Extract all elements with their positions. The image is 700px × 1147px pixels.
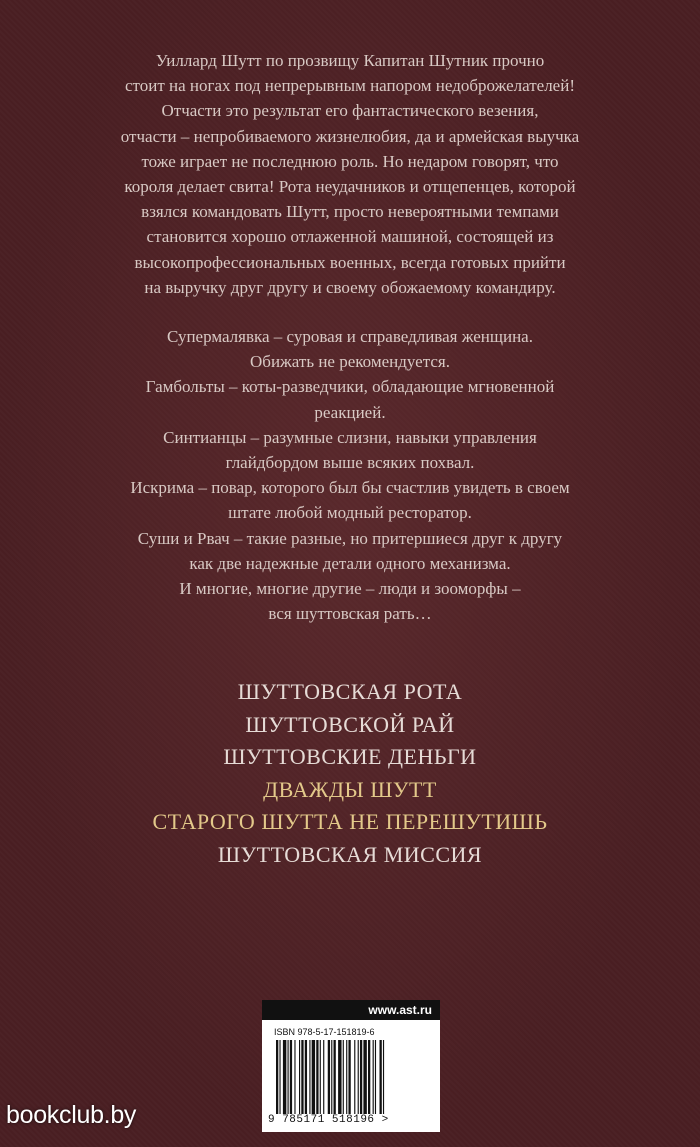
blurb-line: высокопрофессиональных военных, всегда готовых прийти [134, 252, 566, 272]
barcode-bar [309, 1040, 310, 1114]
barcode-bar [283, 1040, 286, 1114]
barcode-bar [312, 1040, 315, 1114]
series-title-list [0, 676, 700, 871]
blurb-line: на выручку друг другу и своему обожаемому командиру. [144, 277, 556, 297]
series-title: ШУТТОВСКАЯ РОТА [237, 679, 463, 704]
character-line: как две надежные детали одного механизма. [189, 553, 511, 573]
blurb-line: Отчасти это результат его фантастического везения, [161, 101, 539, 121]
blurb-line: короля делает свита! Рота неудачников и отщепенцев, которой [124, 177, 576, 197]
barcode-bar [331, 1040, 332, 1114]
barcode-bar [288, 1040, 289, 1114]
character-line: Гамбольты – коты-разведчики, обладающие мгновенной [145, 377, 555, 397]
barcode-bar [334, 1040, 336, 1114]
barcode-bar [383, 1040, 384, 1114]
blurb-paragraph [80, 48, 620, 300]
blurb-line: взялся командовать Шутт, просто невероятными темпами [141, 202, 559, 222]
blurb-line: Уиллард Шутт по прозвищу Капитан Шутник прочно [155, 51, 545, 70]
character-line: Синтианцы – разумные слизни, навыки управления [163, 427, 537, 447]
barcode-bar [279, 1040, 280, 1114]
barcode-bar [276, 1040, 278, 1114]
isbn-text: ISBN 978-5-17-151819-6 [274, 1027, 375, 1037]
watermark-text: bookclub.by [6, 1101, 137, 1129]
barcode-bar [290, 1040, 292, 1114]
barcode-bar [299, 1040, 300, 1114]
series-title: ШУТТОВСКИЕ ДЕНЬГИ [223, 744, 477, 769]
barcode-bar [316, 1040, 318, 1114]
character-line: штате любой модный ресторатор. [228, 503, 472, 523]
barcode-bar [328, 1040, 330, 1114]
character-line: Искрима – повар, которого был бы счастлив увидеть в своем [130, 478, 570, 498]
barcode-bar [348, 1040, 350, 1114]
blurb-line: отчасти – непробиваемого жизнелюбия, да и армейская выучка [120, 126, 580, 146]
barcode-bar [320, 1040, 321, 1114]
publisher-url: www.ast.ru [262, 1000, 440, 1020]
character-line: вся шуттовская рать… [268, 604, 432, 624]
barcode-bar [380, 1040, 382, 1114]
back-cover-blurb [80, 48, 620, 626]
barcode-bar [338, 1040, 341, 1114]
series-title: ШУТТОВСКОЙ РАЙ [245, 711, 455, 737]
barcode-bar [358, 1040, 359, 1114]
character-line: Суши и Рвач – такие разные, но притершиеся друг к другу [137, 528, 563, 548]
barcode-bar [305, 1040, 307, 1114]
ean-digits: 9 785171 518196 > [268, 1114, 389, 1126]
barcode-bar [363, 1040, 366, 1114]
isbn-barcode-panel [262, 1000, 440, 1132]
character-line: реакцией. [314, 402, 386, 422]
barcode-bar [346, 1040, 347, 1114]
barcode-bar [368, 1040, 370, 1114]
barcode-bar [375, 1040, 376, 1114]
character-line: глайдбордом выше всяких похвал. [225, 453, 475, 473]
barcode-bar [294, 1040, 295, 1114]
blurb-line: стоит на ногах под непрерывным напором недоброжелателей! [125, 76, 575, 96]
blurb-line: тоже играет не последнюю роль. Но недаром говорят, что [141, 151, 559, 171]
barcode-bar [323, 1040, 324, 1114]
series-title: ШУТТОВСКАЯ МИССИЯ [217, 841, 483, 867]
barcode-bar [343, 1040, 344, 1114]
character-line: И многие, многие другие – люди и зооморфы – [179, 579, 521, 599]
barcode-bar [360, 1040, 362, 1114]
barcode-bar [354, 1040, 355, 1114]
barcode-bar [301, 1040, 303, 1114]
series-title-highlighted: СТАРОГО ШУТТА НЕ ПЕРЕШУТИШЬ [152, 809, 548, 834]
barcode-bar [373, 1040, 374, 1114]
blurb-line: становится хорошо отлаженной машиной, состоящей из [146, 227, 554, 247]
barcode-bars [274, 1040, 424, 1114]
character-line: Супермалявка – суровая и справедливая женщина. [167, 327, 533, 347]
character-list [80, 324, 620, 626]
character-line: Обижать не рекомендуется. [250, 352, 450, 372]
series-title-highlighted: ДВАЖДЫ ШУТТ [263, 776, 437, 802]
